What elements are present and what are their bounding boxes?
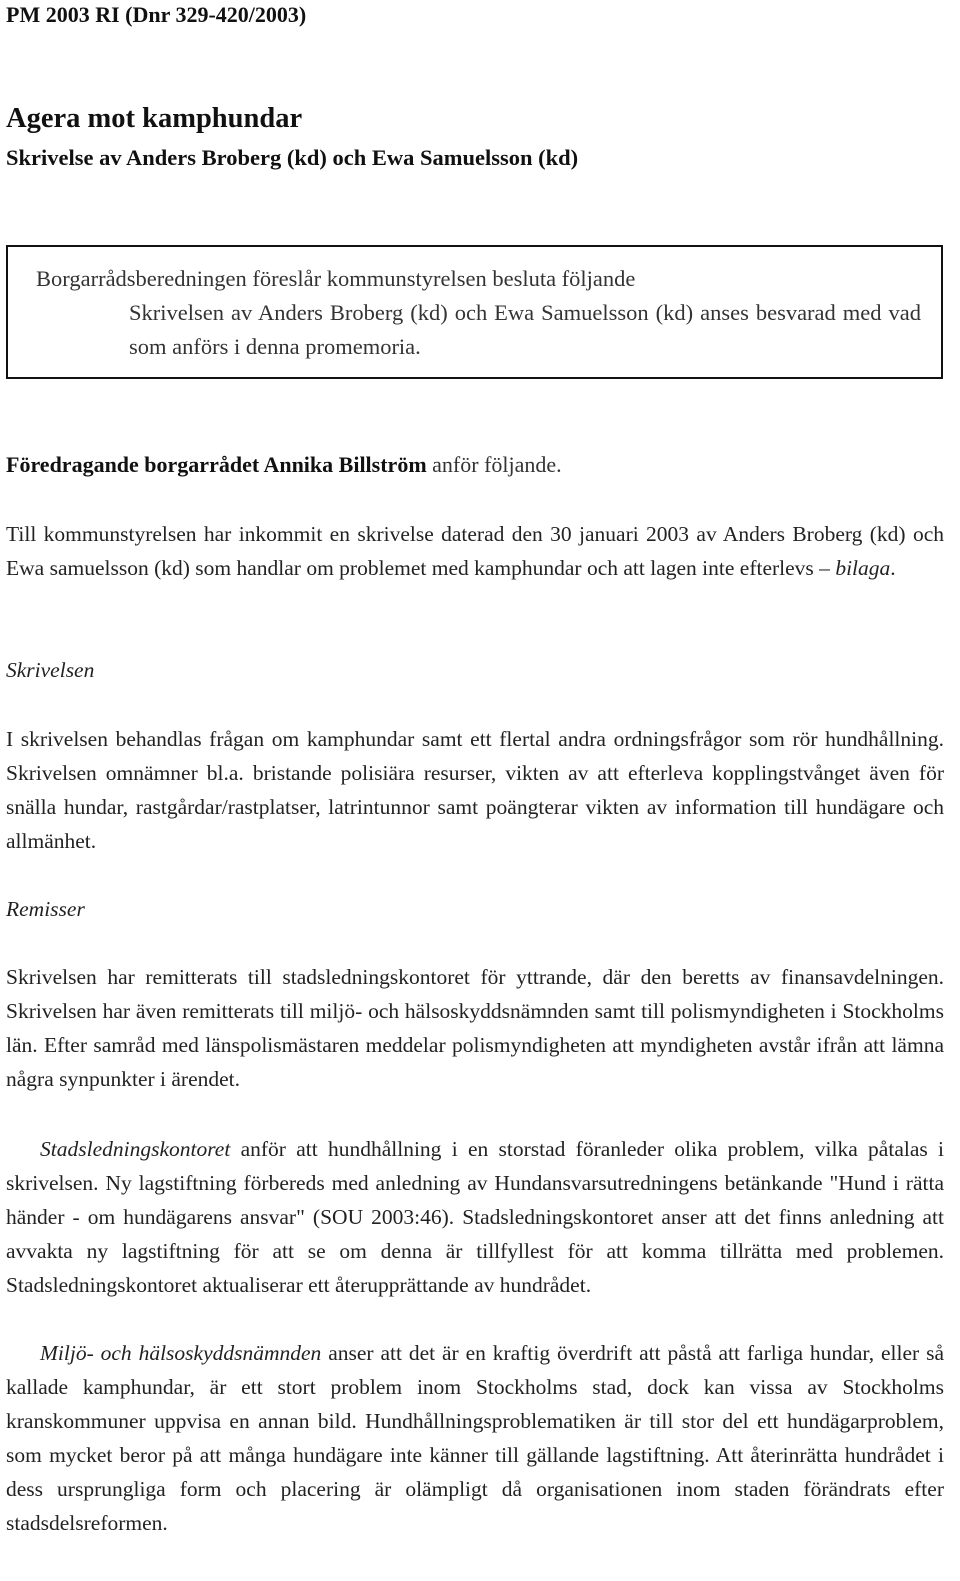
decision-box bbox=[6, 245, 943, 379]
heading-remisser: Remisser bbox=[6, 897, 85, 921]
presenter-rest: anför följande. bbox=[426, 452, 562, 477]
skrivelsen-paragraph: I skrivelsen behandlas frågan om kamphundar samt ett flertal andra ordningsfrågor som rör hundhållning. Skrivelsen omnämner bl.a. bristande polisiära resurser, vikten av att efterleva kopplingstvånget även för snälla hundar, rastgårdar/rastplatser, latrintunnor samt poängterar vikten av information till hundägare och allmänhet. bbox=[6, 727, 944, 853]
stadsledningskontoret-label: Stadsledningskontoret bbox=[40, 1137, 231, 1161]
remisser-paragraph-1: Skrivelsen har remitterats till stadsledningskontoret för yttrande, där den beretts av finansavdelningen. Skrivelsen har även remitterats till miljö- och hälsoskyddsnämnden samt till polismyndigheten i Stockholms län. Efter samråd med länspolismästaren meddelar polismyndigheten att myndigheten avstår ifrån att lämna några synpunkter i ärendet. bbox=[6, 965, 944, 1091]
presenter-line bbox=[6, 449, 562, 481]
intro-bilaga: bilaga bbox=[835, 556, 891, 580]
document-title: Agera mot kamphundar bbox=[6, 103, 303, 134]
intro-end: . bbox=[890, 556, 896, 580]
intro-text: Till kommunstyrelsen har inkommit en skrivelse daterad den 30 januari 2003 av Anders Broberg (kd) och Ewa samuelsson (kd) som handlar om problemet med kamphundar och att lagen inte efterlevs – bbox=[6, 522, 944, 580]
decision-intro: Borgarrådsberedningen föreslår kommunstyrelsen besluta följande bbox=[36, 266, 636, 291]
remisser-paragraph-3 bbox=[6, 1336, 944, 1540]
miljo-label: Miljö- och hälsoskyddsnämnden bbox=[40, 1341, 322, 1365]
presenter-name: Föredragande borgarrådet Annika Billström bbox=[6, 452, 427, 477]
heading-skrivelsen: Skrivelsen bbox=[6, 658, 95, 682]
remisser-paragraph-2-text: anför att hundhållning i en storstad föranleder olika problem, vilka påtalas i skrivelsen. Ny lagstiftning förbereds med anledning av Hundansvarsutredningens betänkande "Hund i rätta händer - om hundägarens ansvar" (SOU 2003:46). Stadsledningskontoret anser att det finns anledning att avvakta ny lagstiftning för att se om denna är tillfyllest för att komma tillrätta med problemen. Stadsledningskontoret aktualiserar ett återupprättande av hundrådet. bbox=[6, 1137, 944, 1297]
document-subtitle: Skrivelse av Anders Broberg (kd) och Ewa Samuelsson (kd) bbox=[6, 145, 579, 170]
remisser-paragraph-2 bbox=[6, 1132, 944, 1302]
intro-paragraph bbox=[6, 517, 944, 585]
decision-item: Skrivelsen av Anders Broberg (kd) och Ewa Samuelsson (kd) anses besvarad med vad som anförs i denna promemoria. bbox=[129, 300, 921, 359]
remisser-paragraph-3-text: anser att det är en kraftig överdrift att påstå att farliga hundar, eller så kallade kamphundar, är ett stort problem inom Stockholms stad, dock kan vissa av Stockholms kranskommuner uppvisa en annan bild. Hundhållningsproblematiken är till stor del ett hundägarproblem, som mycket beror på att många hundägare inte känner till gällande lagstiftning. Att återinrätta hundrådet i dess ursprungliga form och placering är olämpligt då organisationen inom staden förändrats efter stadsdelsreformen. bbox=[6, 1341, 944, 1535]
document-reference: PM 2003 RI (Dnr 329-420/2003) bbox=[6, 2, 307, 27]
